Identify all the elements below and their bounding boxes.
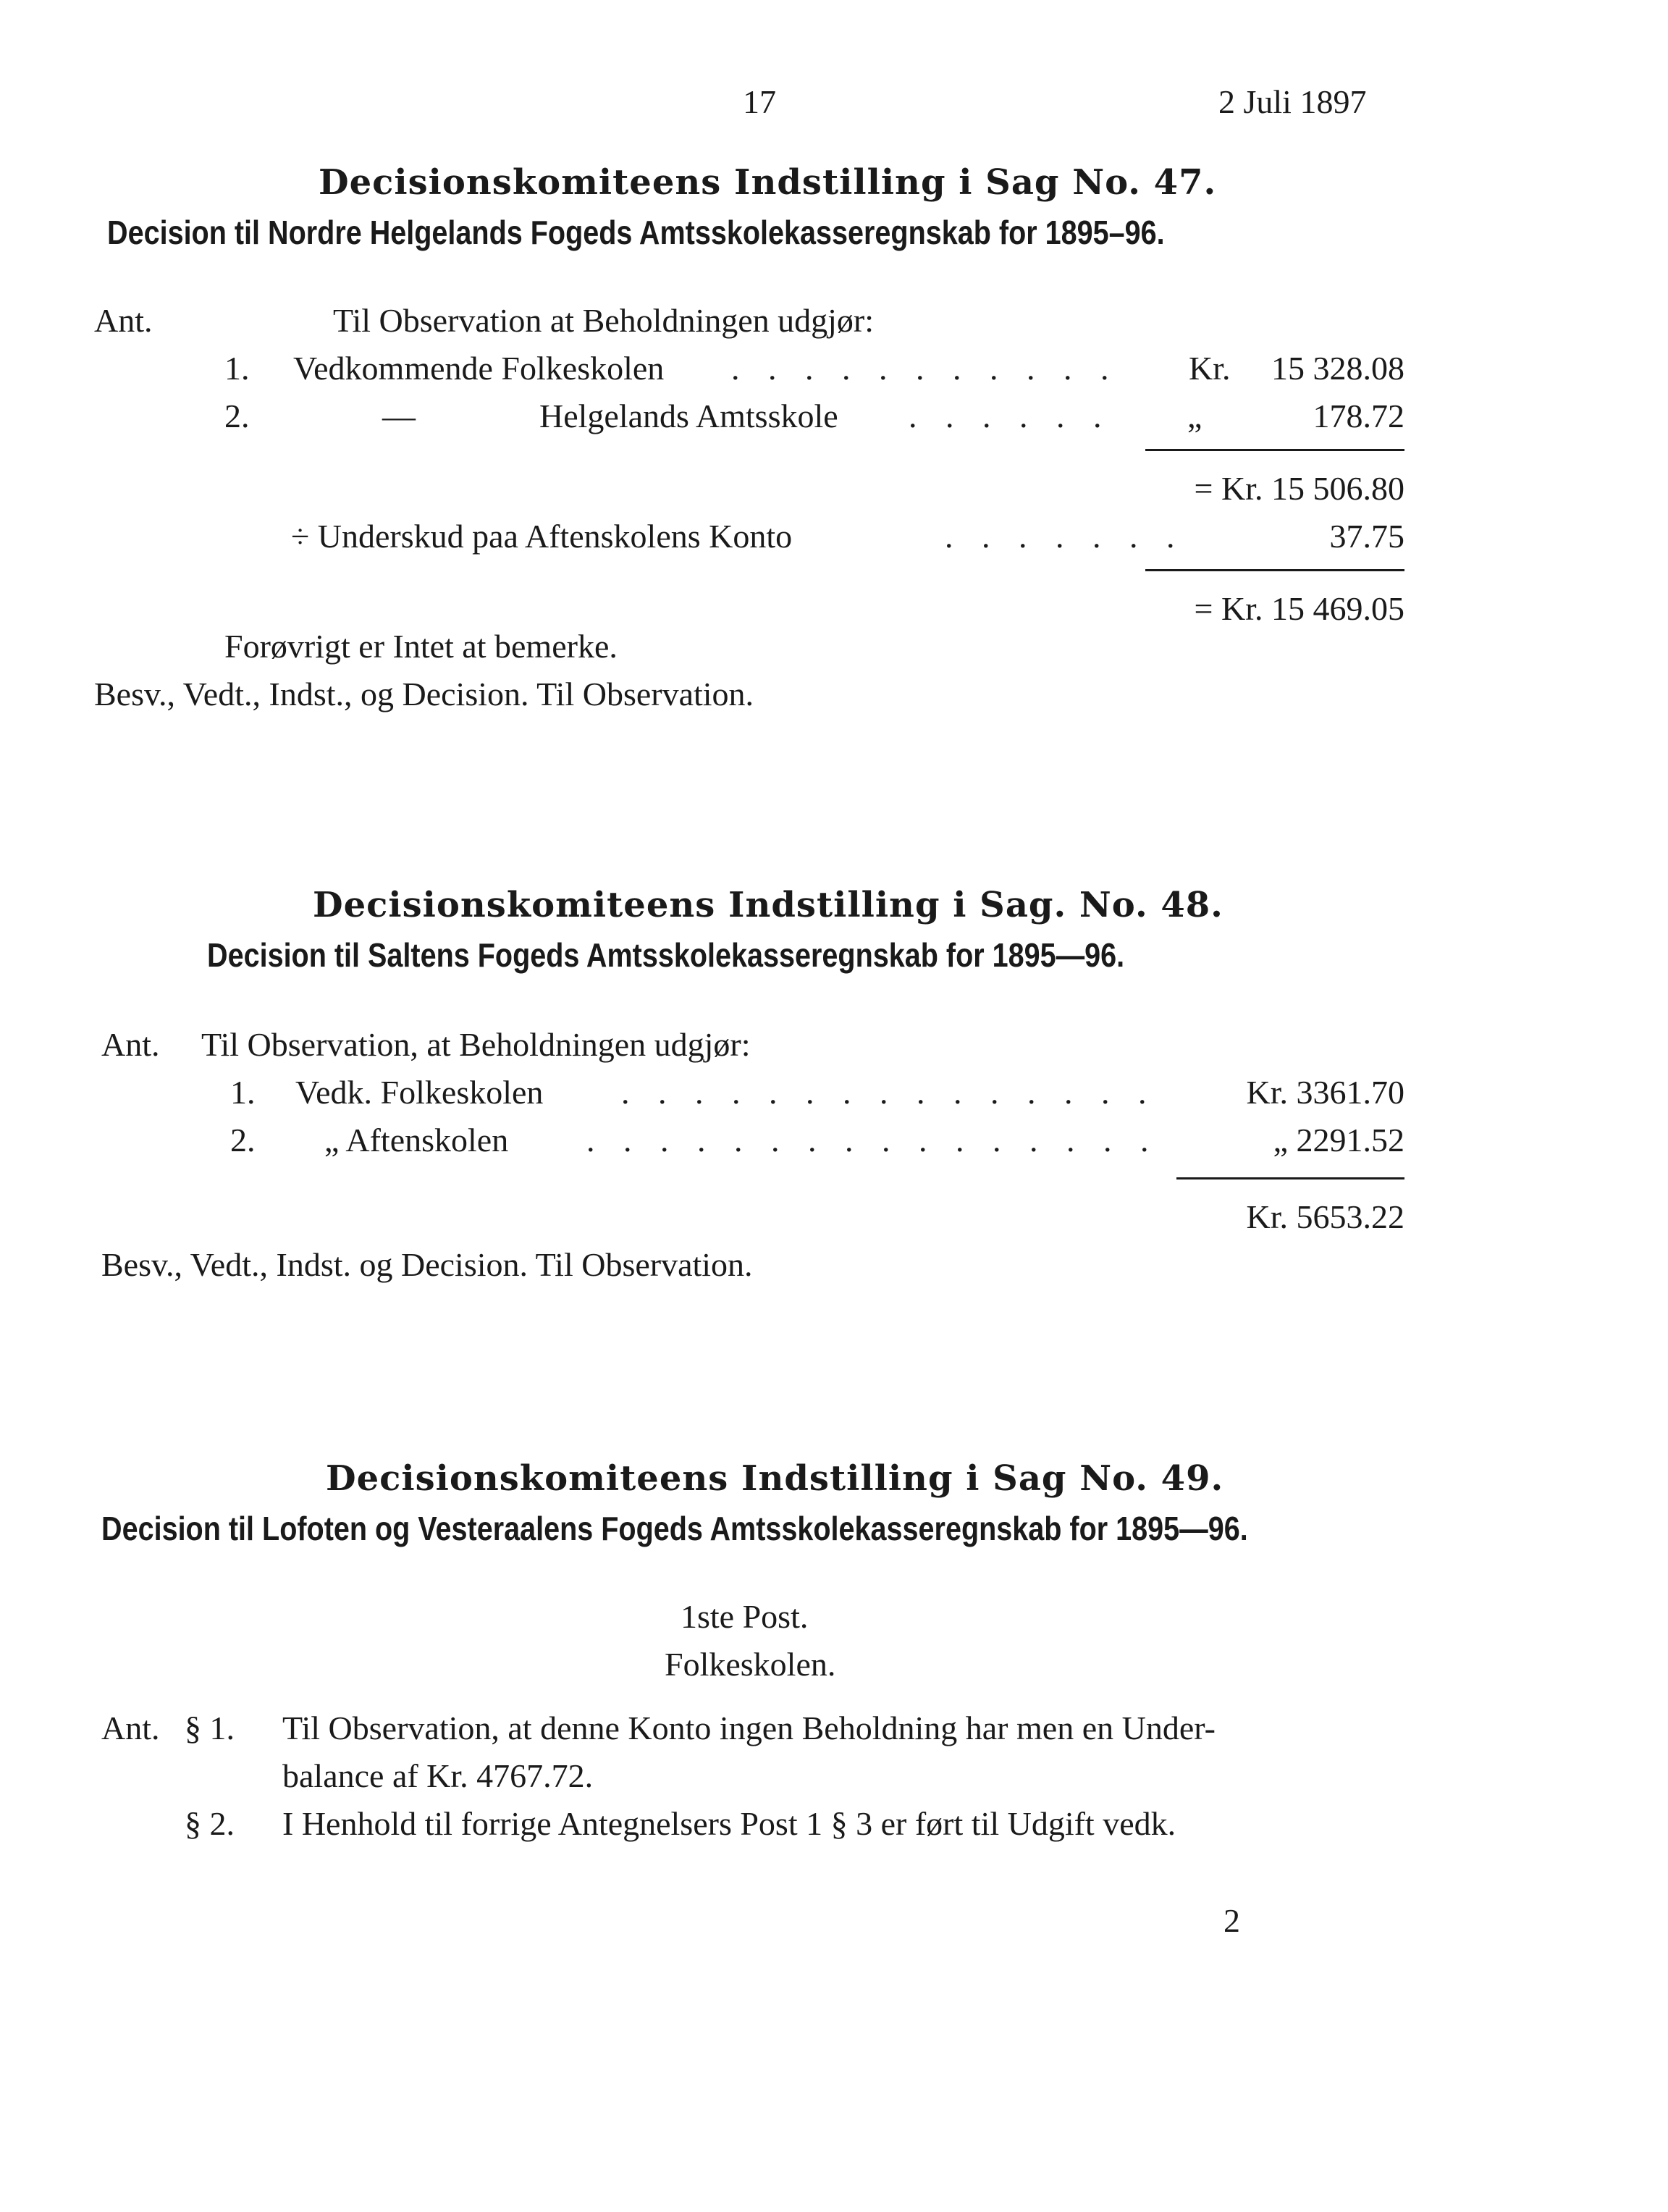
- case47-item1-number: 1.: [224, 350, 250, 387]
- case48-title: Decisionskomiteens Indstilling i Sag. No. 48.: [313, 885, 1223, 925]
- signature-mark: 2: [1223, 1902, 1240, 1939]
- case47-item1-currency: Kr.: [1189, 350, 1231, 387]
- case48-ant-label: Ant.: [101, 1026, 160, 1063]
- case49-paragraph1-line1: Til Observation, at denne Konto ingen Beholdning har men en Under-: [282, 1710, 1216, 1746]
- case47-item1-amount: 15 328.08: [1271, 350, 1404, 387]
- case49-section: Folkeskolen.: [665, 1646, 836, 1683]
- case48-item2-number: 2.: [230, 1122, 256, 1158]
- case47-ant-label: Ant.: [94, 302, 153, 339]
- case48-item2-text: „ Aftenskolen: [324, 1122, 509, 1158]
- case47-subtitle: Decision til Nordre Helgelands Fogeds Amtsskolekasseregnskab for 1895–96.: [107, 214, 1165, 251]
- case47-total: = Kr. 15 469.05: [1194, 590, 1404, 627]
- case48-item1-dots: . . . . . . . . . . . . . . .: [621, 1074, 1157, 1111]
- case49-ant-label: Ant.: [101, 1710, 160, 1746]
- case49-paragraph1-line2: balance af Kr. 4767.72.: [282, 1757, 594, 1794]
- case47-item2-currency: „: [1187, 398, 1202, 434]
- case47-resolution: Besv., Vedt., Indst., og Decision. Til Observation.: [94, 676, 754, 712]
- case47-item2-number: 2.: [224, 398, 250, 434]
- case48-item2-amount: „ 2291.52: [1273, 1122, 1404, 1158]
- case48-item1-text: Vedk. Folkeskolen: [295, 1074, 544, 1111]
- case48-item1-amount: Kr. 3361.70: [1246, 1074, 1404, 1111]
- case47-subtotal-rule: [1145, 449, 1404, 451]
- page-number: 17: [743, 83, 776, 120]
- case49-paragraph2-label: § 2.: [185, 1805, 235, 1842]
- date: 2 Juli 1897: [1218, 83, 1367, 120]
- case47-item2-dots: . . . . . .: [909, 398, 1112, 434]
- case48-total: Kr. 5653.22: [1246, 1198, 1404, 1235]
- case47-item1-text: Vedkommende Folkeskolen: [293, 350, 665, 387]
- case47-intro: Til Observation at Beholdningen udgjør:: [333, 302, 875, 339]
- case47-total-rule: [1145, 569, 1404, 571]
- case49-paragraph1-label: § 1.: [185, 1710, 235, 1746]
- case48-intro: Til Observation, at Beholdningen udgjør:: [201, 1026, 751, 1063]
- case47-item2-text: Helgelands Amtsskole: [539, 398, 838, 434]
- case47-item1-dots: . . . . . . . . . . .: [731, 350, 1119, 387]
- case49-paragraph2-line1: I Henhold til forrige Antegnelsers Post 1 § 3 er ført til Udgift vedk.: [282, 1805, 1176, 1842]
- case47-deduction-text: ÷ Underskud paa Aftenskolens Konto: [291, 518, 793, 555]
- case47-subtotal: = Kr. 15 506.80: [1194, 470, 1404, 507]
- case48-item1-number: 1.: [230, 1074, 256, 1111]
- case49-subtitle: Decision til Lofoten og Vesteraalens Fogeds Amtsskolekasseregnskab for 1895—96.: [101, 1510, 1248, 1547]
- case47-item2-dash: —: [382, 398, 416, 434]
- case47-deduction-dots: . . . . . . .: [945, 518, 1185, 555]
- case48-item2-dots: . . . . . . . . . . . . . . . .: [586, 1122, 1159, 1158]
- case47-title: Decisionskomiteens Indstilling i Sag No. 47.: [319, 162, 1217, 203]
- case49-post: 1ste Post.: [681, 1598, 809, 1635]
- case49-title: Decisionskomiteens Indstilling i Sag No. 49.: [326, 1458, 1224, 1499]
- case47-deduction-amount: 37.75: [1329, 518, 1404, 555]
- case47-item2-amount: 178.72: [1313, 398, 1404, 434]
- case48-total-rule: [1176, 1177, 1404, 1179]
- case47-remark: Forøvrigt er Intet at bemerke.: [224, 628, 618, 665]
- case48-subtitle: Decision til Saltens Fogeds Amtsskolekasseregnskab for 1895—96.: [207, 936, 1125, 974]
- case48-resolution: Besv., Vedt., Indst. og Decision. Til Observation.: [101, 1246, 753, 1283]
